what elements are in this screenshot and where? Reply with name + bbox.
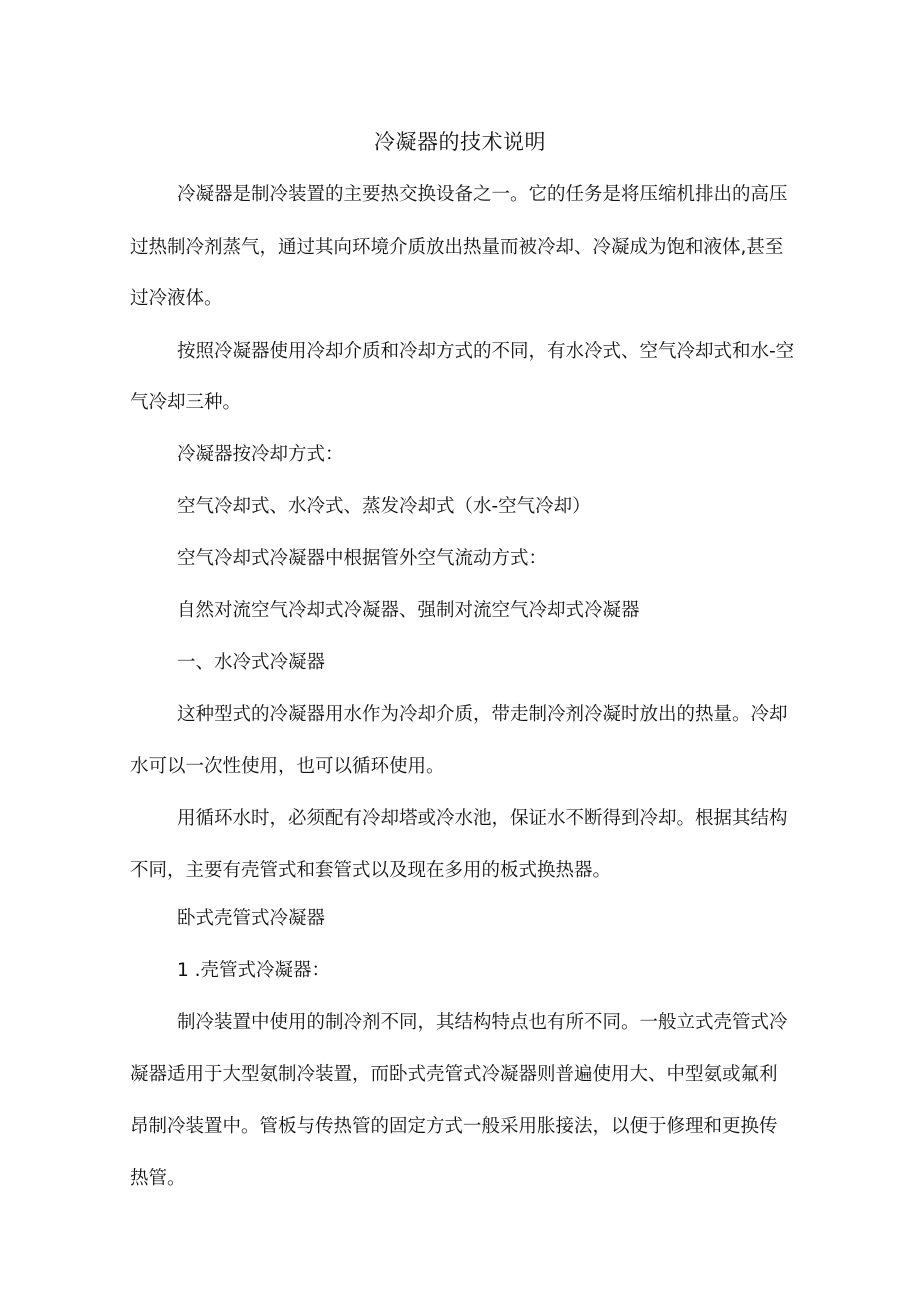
paragraph-line: 这种型式的冷凝器用水作为冷却介质，带走制冷剂冷凝时放出的热量。冷却 bbox=[177, 704, 788, 725]
paragraph-line: 用循环水时，必须配有冷却塔或冷水池，保证水不断得到冷却。根据其结构 bbox=[177, 808, 788, 829]
paragraph-line: 按照冷凝器使用冷却介质和冷却方式的不同，有水冷式、空气冷却式和水-空 bbox=[177, 341, 795, 362]
paragraph-line: 1 .壳管式冷凝器： bbox=[177, 960, 331, 981]
paragraph-line: 一、水冷式冷凝器 bbox=[177, 652, 326, 673]
paragraph-line: 自然对流空气冷却式冷凝器、强制对流空气冷却式冷凝器 bbox=[177, 600, 640, 621]
paragraph-line: 热管。 bbox=[130, 1168, 186, 1189]
paragraph-line: 卧式壳管式冷凝器 bbox=[177, 908, 326, 929]
paragraph-line: 空气冷却式冷凝器中根据管外空气流动方式： bbox=[177, 548, 548, 569]
paragraph-line: 过冷液体。 bbox=[130, 288, 223, 309]
paragraph-line: 过热制冷剂蒸气，通过其向环境介质放出热量而被冷却、冷凝成为饱和液体,甚至 bbox=[130, 237, 784, 258]
document-title: 冷凝器的技术说明 bbox=[374, 130, 546, 154]
paragraph-line: 空气冷却式、水冷式、蒸发冷却式（水-空气冷却） bbox=[177, 496, 591, 517]
paragraph-line: 气冷却三种。 bbox=[130, 392, 242, 413]
paragraph-line: 冷凝器按冷却方式： bbox=[177, 444, 344, 465]
paragraph-line: 昂制冷装置中。管板与传热管的固定方式一般采用胀接法，以便于修理和更换传 bbox=[130, 1116, 778, 1137]
paragraph-line: 水可以一次性使用，也可以循环使用。 bbox=[130, 756, 445, 777]
paragraph-line: 制冷装置中使用的制冷剂不同，其结构特点也有所不同。一般立式壳管式冷 bbox=[177, 1012, 788, 1033]
paragraph-line: 凝器适用于大型氨制冷装置，而卧式壳管式冷凝器则普遍使用大、中型氨或氟利 bbox=[130, 1064, 778, 1085]
paragraph-line: 不同，主要有壳管式和套管式以及现在多用的板式换热器。 bbox=[130, 860, 612, 881]
paragraph-line: 冷凝器是制冷装置的主要热交换设备之一。它的任务是将压缩机排出的高压 bbox=[177, 184, 788, 205]
